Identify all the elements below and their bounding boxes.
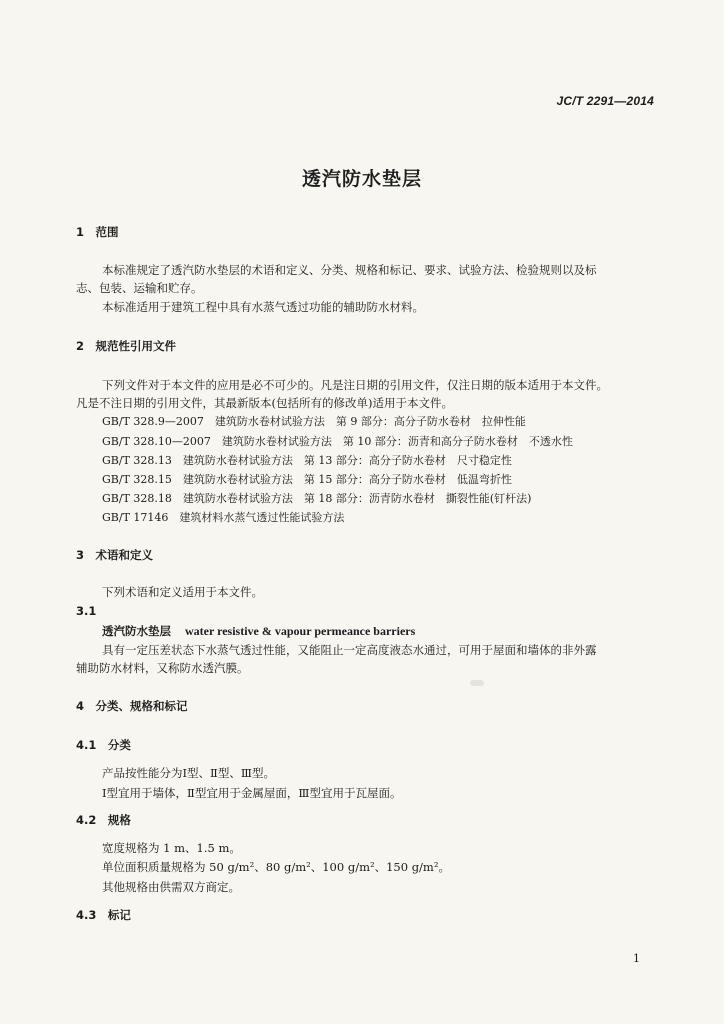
clause-3-1-number: 3.1 [76,604,97,618]
term-definition-line-1: 具有一定压差状态下水蒸气透过性能，又能阻止一定高度液态水通过，可用于屋面和墙体的非外露 [102,643,597,657]
clause-4-3-heading: 4.3 标记 [76,908,131,922]
section-1-para-1-line-2: 志、包装、运输和贮存。 [76,281,203,295]
reference-item: GB/T 328.18 建筑防水卷材试验方法 第 18 部分：沥青防水卷材 撕裂性能(钉杆法) [102,492,532,505]
section-2-para-line-2: 凡是不注日期的引用文件，其最新版本(包括所有的修改单)适用于本文件。 [76,396,453,410]
reference-item: GB/T 328.10—2007 建筑防水卷材试验方法 第 10 部分：沥青和高分子防水卷材 不透水性 [102,435,573,448]
clause-4-1-line-2: Ⅰ型宜用于墙体，Ⅱ型宜用于金属屋面，Ⅲ型宜用于瓦屋面。 [102,786,402,800]
section-1-para-1-line-1: 本标准规定了透汽防水垫层的术语和定义、分类、规格和标记、要求、试验方法、检验规则以及标 [102,263,597,277]
scan-smudge [470,680,484,686]
section-3-heading: 3 术语和定义 [76,548,154,562]
standard-number: JC/T 2291—2014 [556,94,654,108]
clause-4-2-line-1: 宽度规格为 1 m、1.5 m。 [102,841,241,855]
clause-4-2-line-3: 其他规格由供需双方商定。 [102,880,240,894]
document-title: 透汽防水垫层 [301,168,422,190]
clause-4-2-line-2: 单位面积质量规格为 50 g/m²、80 g/m²、100 g/m²、150 g/m²。 [102,860,450,874]
reference-item: GB/T 328.9—2007 建筑防水卷材试验方法 第 9 部分：高分子防水卷材 拉伸性能 [102,415,526,428]
clause-4-1-heading: 4.1 分类 [76,738,131,752]
section-3-intro: 下列术语和定义适用于本文件。 [102,585,263,599]
reference-item: GB/T 328.13 建筑防水卷材试验方法 第 13 部分：高分子防水卷材 尺寸稳定性 [102,454,512,467]
reference-item: GB/T 328.15 建筑防水卷材试验方法 第 15 部分：高分子防水卷材 低温弯折性 [102,473,512,486]
term-entry [102,623,415,639]
section-2-heading: 2 规范性引用文件 [76,339,177,353]
section-2-para-line-1: 下列文件对于本文件的应用是必不可少的。凡是注日期的引用文件，仅注日期的版本适用于本文件。 [102,378,608,392]
term-chinese: 透汽防水垫层 [102,624,171,638]
clause-4-2-heading: 4.2 规格 [76,813,131,827]
section-1-heading: 1 范围 [76,225,119,239]
page-number: 1 [633,952,640,965]
reference-item: GB/T 17146 建筑材料水蒸气透过性能试验方法 [102,511,345,524]
term-english: water resistive & vapour permeance barriers [185,624,416,638]
term-definition-line-2: 辅助防水材料，又称防水透汽膜。 [76,661,249,675]
clause-4-1-line-1: 产品按性能分为Ⅰ型、Ⅱ型、Ⅲ型。 [102,766,275,780]
section-1-para-2: 本标准适用于建筑工程中具有水蒸气透过功能的辅助防水材料。 [102,300,424,314]
section-4-heading: 4 分类、规格和标记 [76,699,188,713]
